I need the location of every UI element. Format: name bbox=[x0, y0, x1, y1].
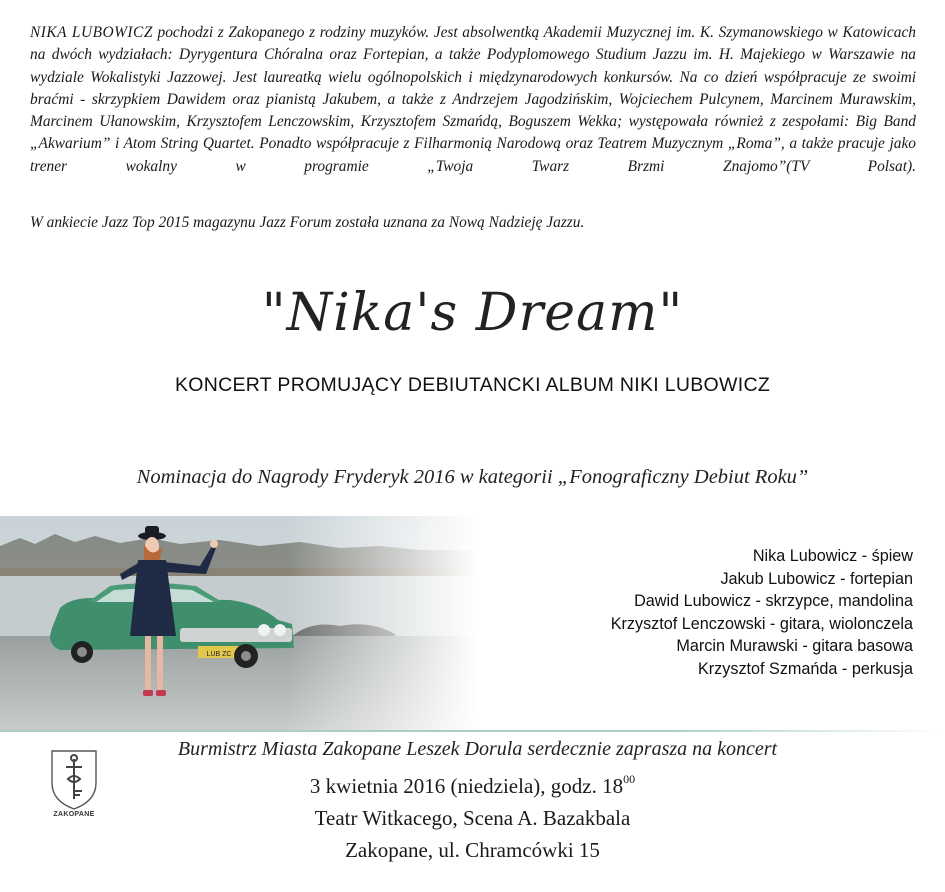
event-date bbox=[0, 774, 945, 799]
lineup-item: Marcin Murawski - gitara basowa bbox=[676, 637, 913, 656]
crest-caption: ZAKOPANE bbox=[53, 811, 95, 818]
lineup-item: Krzysztof Lenczowski - gitara, wiolonczela bbox=[610, 614, 913, 633]
lineup-item: Dawid Lubowicz - skrzypce, mandolina bbox=[634, 592, 913, 611]
concert-subtitle: KONCERT PROMUJĄCY DEBIUTANCKI ALBUM NIKI LUBOWICZ bbox=[174, 374, 771, 396]
event-time-minutes: 00 bbox=[623, 772, 636, 786]
lineup-item: Nika Lubowicz - śpiew bbox=[752, 547, 913, 565]
artist-name: NIKA LUBOWICZ bbox=[30, 24, 153, 41]
band-lineup bbox=[611, 545, 913, 681]
event-date-text: 3 kwietnia 2016 (niedziela), godz. 18 bbox=[309, 774, 624, 798]
concert-title: "Nika's Dream" bbox=[261, 283, 684, 343]
jazz-top-award-note: W ankiecie Jazz Top 2015 magazynu Jazz Forum została uznana za Nową Nadzieję Jazzu. bbox=[30, 214, 585, 231]
mayor-invitation: Burmistrz Miasta Zakopane Leszek Dorula serdecznie zaprasza na koncert bbox=[177, 738, 778, 760]
lineup-item: Krzysztof Szmańda - perkusja bbox=[697, 659, 913, 678]
biography-paragraph bbox=[30, 22, 916, 178]
event-address: Zakopane, ul. Chramcówki 15 bbox=[345, 838, 600, 862]
biography-text: pochodzi z Zakopanego z rodziny muzyków. Jest absolwentką Akademii Muzycznej im. K. Szymanowskiego w Katowicach na dwóch wydziałach: Dyrygentura Chóralna oraz Fortepian, a także Podyplomowego Studium Jazzu im. H. Majekiego w Warszawie na wydziale Wokalistyki Jazzowej. Jest laureatką wielu ogólnopolskich i międzynarodowych konkursów. Na co dzień współpracuje ze swoimi braćmi - skrzypkiem Dawidem oraz pianistą Jakubem, a także z Andrzejem Jagodzińskim, Wojciechem Pulcynem, Marcinem Murawskim, Marcinem Ułanowskim, Krzysztofem Lenczowskim, Krzysztofem Szmańdą, Boguszem Wekka; występowała również z zespołami: Big Band „Akwarium” i Atom String Quartet. Ponadto współpracuje z Filharmonią Narodową oraz Teatrem Muzycznym „Roma”, a także pracuje jako trener wokalny w programie „Twoja Twarz Brzmi Znajomo”(TV Polsat). bbox=[30, 24, 916, 175]
lineup-item: Jakub Lubowicz - fortepian bbox=[720, 569, 913, 588]
event-venue: Teatr Witkacego, Scena A. Bazakbala bbox=[314, 806, 631, 830]
fryderyk-nomination: Nominacja do Nagrody Fryderyk 2016 w kategorii „Fonograficzny Debiut Roku” bbox=[136, 466, 809, 488]
section-divider bbox=[0, 730, 945, 732]
promo-photo bbox=[0, 516, 520, 730]
